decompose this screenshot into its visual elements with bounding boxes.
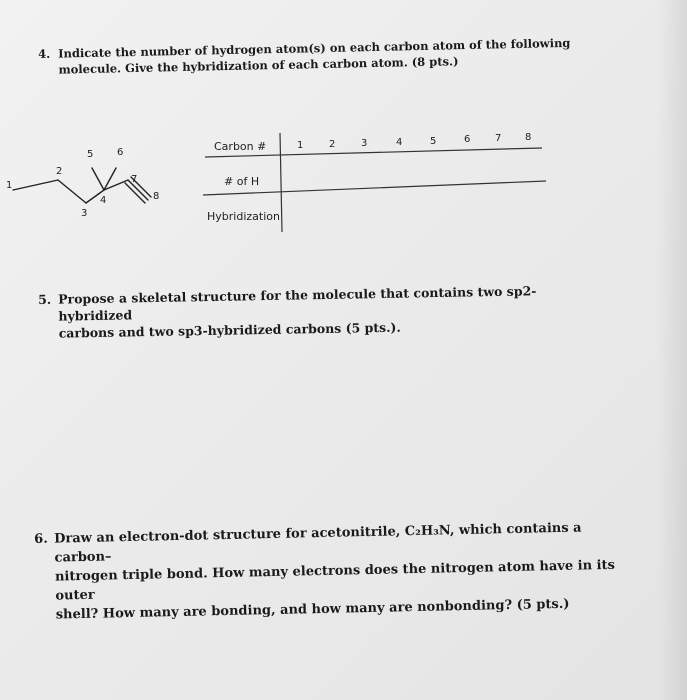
carbon-number-1: 1 — [297, 140, 304, 151]
question-6-text: Draw an electron-dot structure for acetonitrile, C₂H₃N, which contains a carbon– nitrogen triple bond. How many electrons does the nitrogen atom have in its outer shell? How many are bonding, and how many are nonbonding? (5 pts.) — [54, 520, 616, 623]
carbon-number-8: 8 — [525, 132, 532, 143]
row-header-h-count: # of H — [224, 175, 260, 188]
atom-label-1: 1 — [6, 180, 13, 191]
atom-label-2: 2 — [56, 166, 63, 177]
row-header-carbon: Carbon # — [214, 140, 267, 153]
carbon-number-3: 3 — [361, 138, 368, 149]
question-5-number: 5. — [38, 291, 52, 307]
question-6-number: 6. — [34, 531, 48, 547]
carbon-number-7: 7 — [495, 133, 502, 144]
atom-label-8: 8 — [153, 191, 160, 202]
atom-label-3: 3 — [81, 208, 88, 219]
atom-label-7: 7 — [131, 174, 138, 185]
question-5-text: Propose a skeletal structure for the molecule that contains two sp2-hybridized carbons and two sp3-hybridized carbons (5 pts.). — [58, 283, 537, 341]
atom-label-4: 4 — [100, 195, 107, 206]
question-4-text: Indicate the number of hydrogen atom(s) on each carbon atom of the following molecule. Give the hybridization of each carbon atom. (8 pts.) — [58, 35, 571, 77]
atom-label-5: 5 — [87, 149, 94, 160]
row-header-hybridization: Hybridization — [207, 210, 280, 223]
carbon-number-6: 6 — [464, 134, 471, 145]
carbon-number-4: 4 — [396, 137, 403, 148]
atom-label-6: 6 — [117, 147, 124, 158]
carbon-number-5: 5 — [430, 136, 437, 147]
carbon-number-2: 2 — [329, 139, 336, 150]
table-vertical-divider — [280, 133, 282, 232]
question-4-number: 4. — [38, 46, 51, 61]
